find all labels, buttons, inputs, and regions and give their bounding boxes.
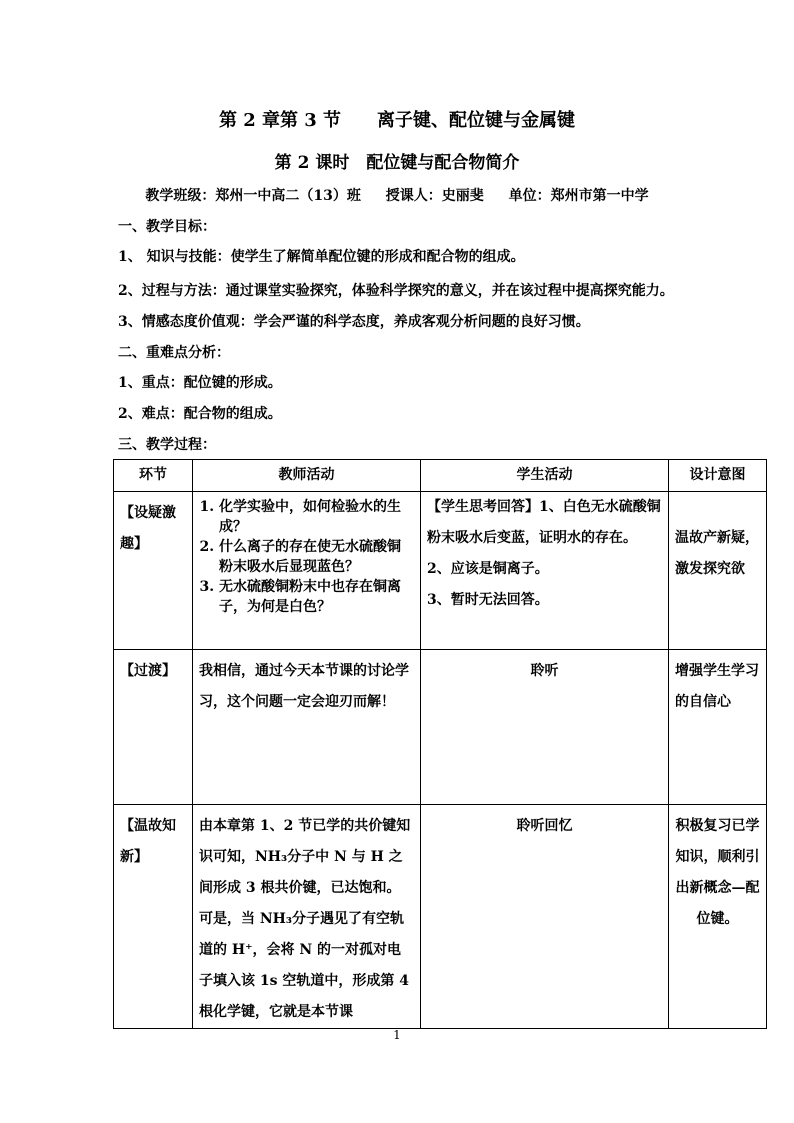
goal-knowledge: 1、 知识与技能：使学生了解简单配位键的形成和配合物的组成。 <box>118 249 525 265</box>
lesson-subtitle: 第 2 课时 配位键与配合物简介 <box>274 153 520 173</box>
goal-attitude: 3、情感态度价值观：学会严谨的科学态度，养成客观分析问题的良好习惯。 <box>118 314 590 330</box>
lesson-meta <box>0 185 794 205</box>
class-label: 教学班级：郑州一中高二（13）班 <box>145 188 361 204</box>
teacher-question: 3. 无水硫酸铜粉末中也存在铜离子，为何是白色？ <box>219 577 414 617</box>
header-teacher: 教师活动 <box>193 460 421 492</box>
student-cell: 聆听 <box>421 650 669 805</box>
stage-cell: 【设疑激趣】 <box>114 492 193 650</box>
intent-cell: 积极复习已学知识，顺利引出新概念—配位键。 <box>669 805 767 1029</box>
student-cell: 聆听回忆 <box>421 805 669 1029</box>
teacher-cell: 由本章第 1、2 节已学的共价键知识可知，NH₃分子中 N 与 H 之间形成 3 根共价键，已达饱和。可是，当 NH₃分子遇见了有空轨道的 H⁺，会将 N 的一对孤对电子填入该 1s 空轨道中，形成第 4 根化学键，它就是本节课 <box>193 805 421 1029</box>
teacher-question: 1. 化学实验中，如何检验水的生成？ <box>219 497 414 537</box>
student-answer: 【学生思考回答】1、白色无水硫酸铜粉末吸水后变蓝，证明水的存在。 <box>427 499 661 546</box>
teacher-cell <box>193 492 421 650</box>
stage-cell: 【温故知新】 <box>114 805 193 1029</box>
goals-heading: 一、教学目标： <box>118 219 216 235</box>
student-cell <box>421 492 669 650</box>
intent-cell: 温故产新疑，激发探究欲 <box>669 492 767 650</box>
process-heading: 三、教学过程： <box>118 437 216 453</box>
header-stage: 环节 <box>114 460 193 492</box>
stage-cell: 【过渡】 <box>114 650 193 805</box>
teacher-question: 2. 什么离子的存在使无水硫酸铜粉末吸水后显现蓝色？ <box>219 537 414 577</box>
analysis-heading: 二、重难点分析： <box>118 345 230 361</box>
unit-label: 单位：郑州市第一中学 <box>508 188 649 204</box>
table-row <box>114 492 767 650</box>
key-point: 1、重点：配位键的形成。 <box>118 375 282 391</box>
document-title: 第 2 章第 3 节 离子键、配位键与金属键 <box>218 110 576 131</box>
student-answer: 2、应该是铜离子。 <box>427 561 549 577</box>
intent-cell: 增强学生学习的自信心 <box>669 650 767 805</box>
difficulty-point: 2、难点：配合物的组成。 <box>118 406 282 422</box>
teaching-process-table <box>113 459 767 1029</box>
table-header-row <box>114 460 767 492</box>
table-row <box>114 650 767 805</box>
teacher-cell: 我相信，通过今天本节课的讨论学习，这个问题一定会迎刃而解！ <box>193 650 421 805</box>
header-student: 学生活动 <box>421 460 669 492</box>
page-number: 1 <box>393 1028 401 1042</box>
goal-process: 2、过程与方法：通过课堂实验探究，体验科学探究的意义，并在该过程中提高探究能力。 <box>118 283 674 299</box>
teacher-label: 授课人：史丽斐 <box>385 188 484 204</box>
table-row <box>114 805 767 1029</box>
header-intent: 设计意图 <box>669 460 767 492</box>
student-answer: 3、暂时无法回答。 <box>427 592 549 608</box>
